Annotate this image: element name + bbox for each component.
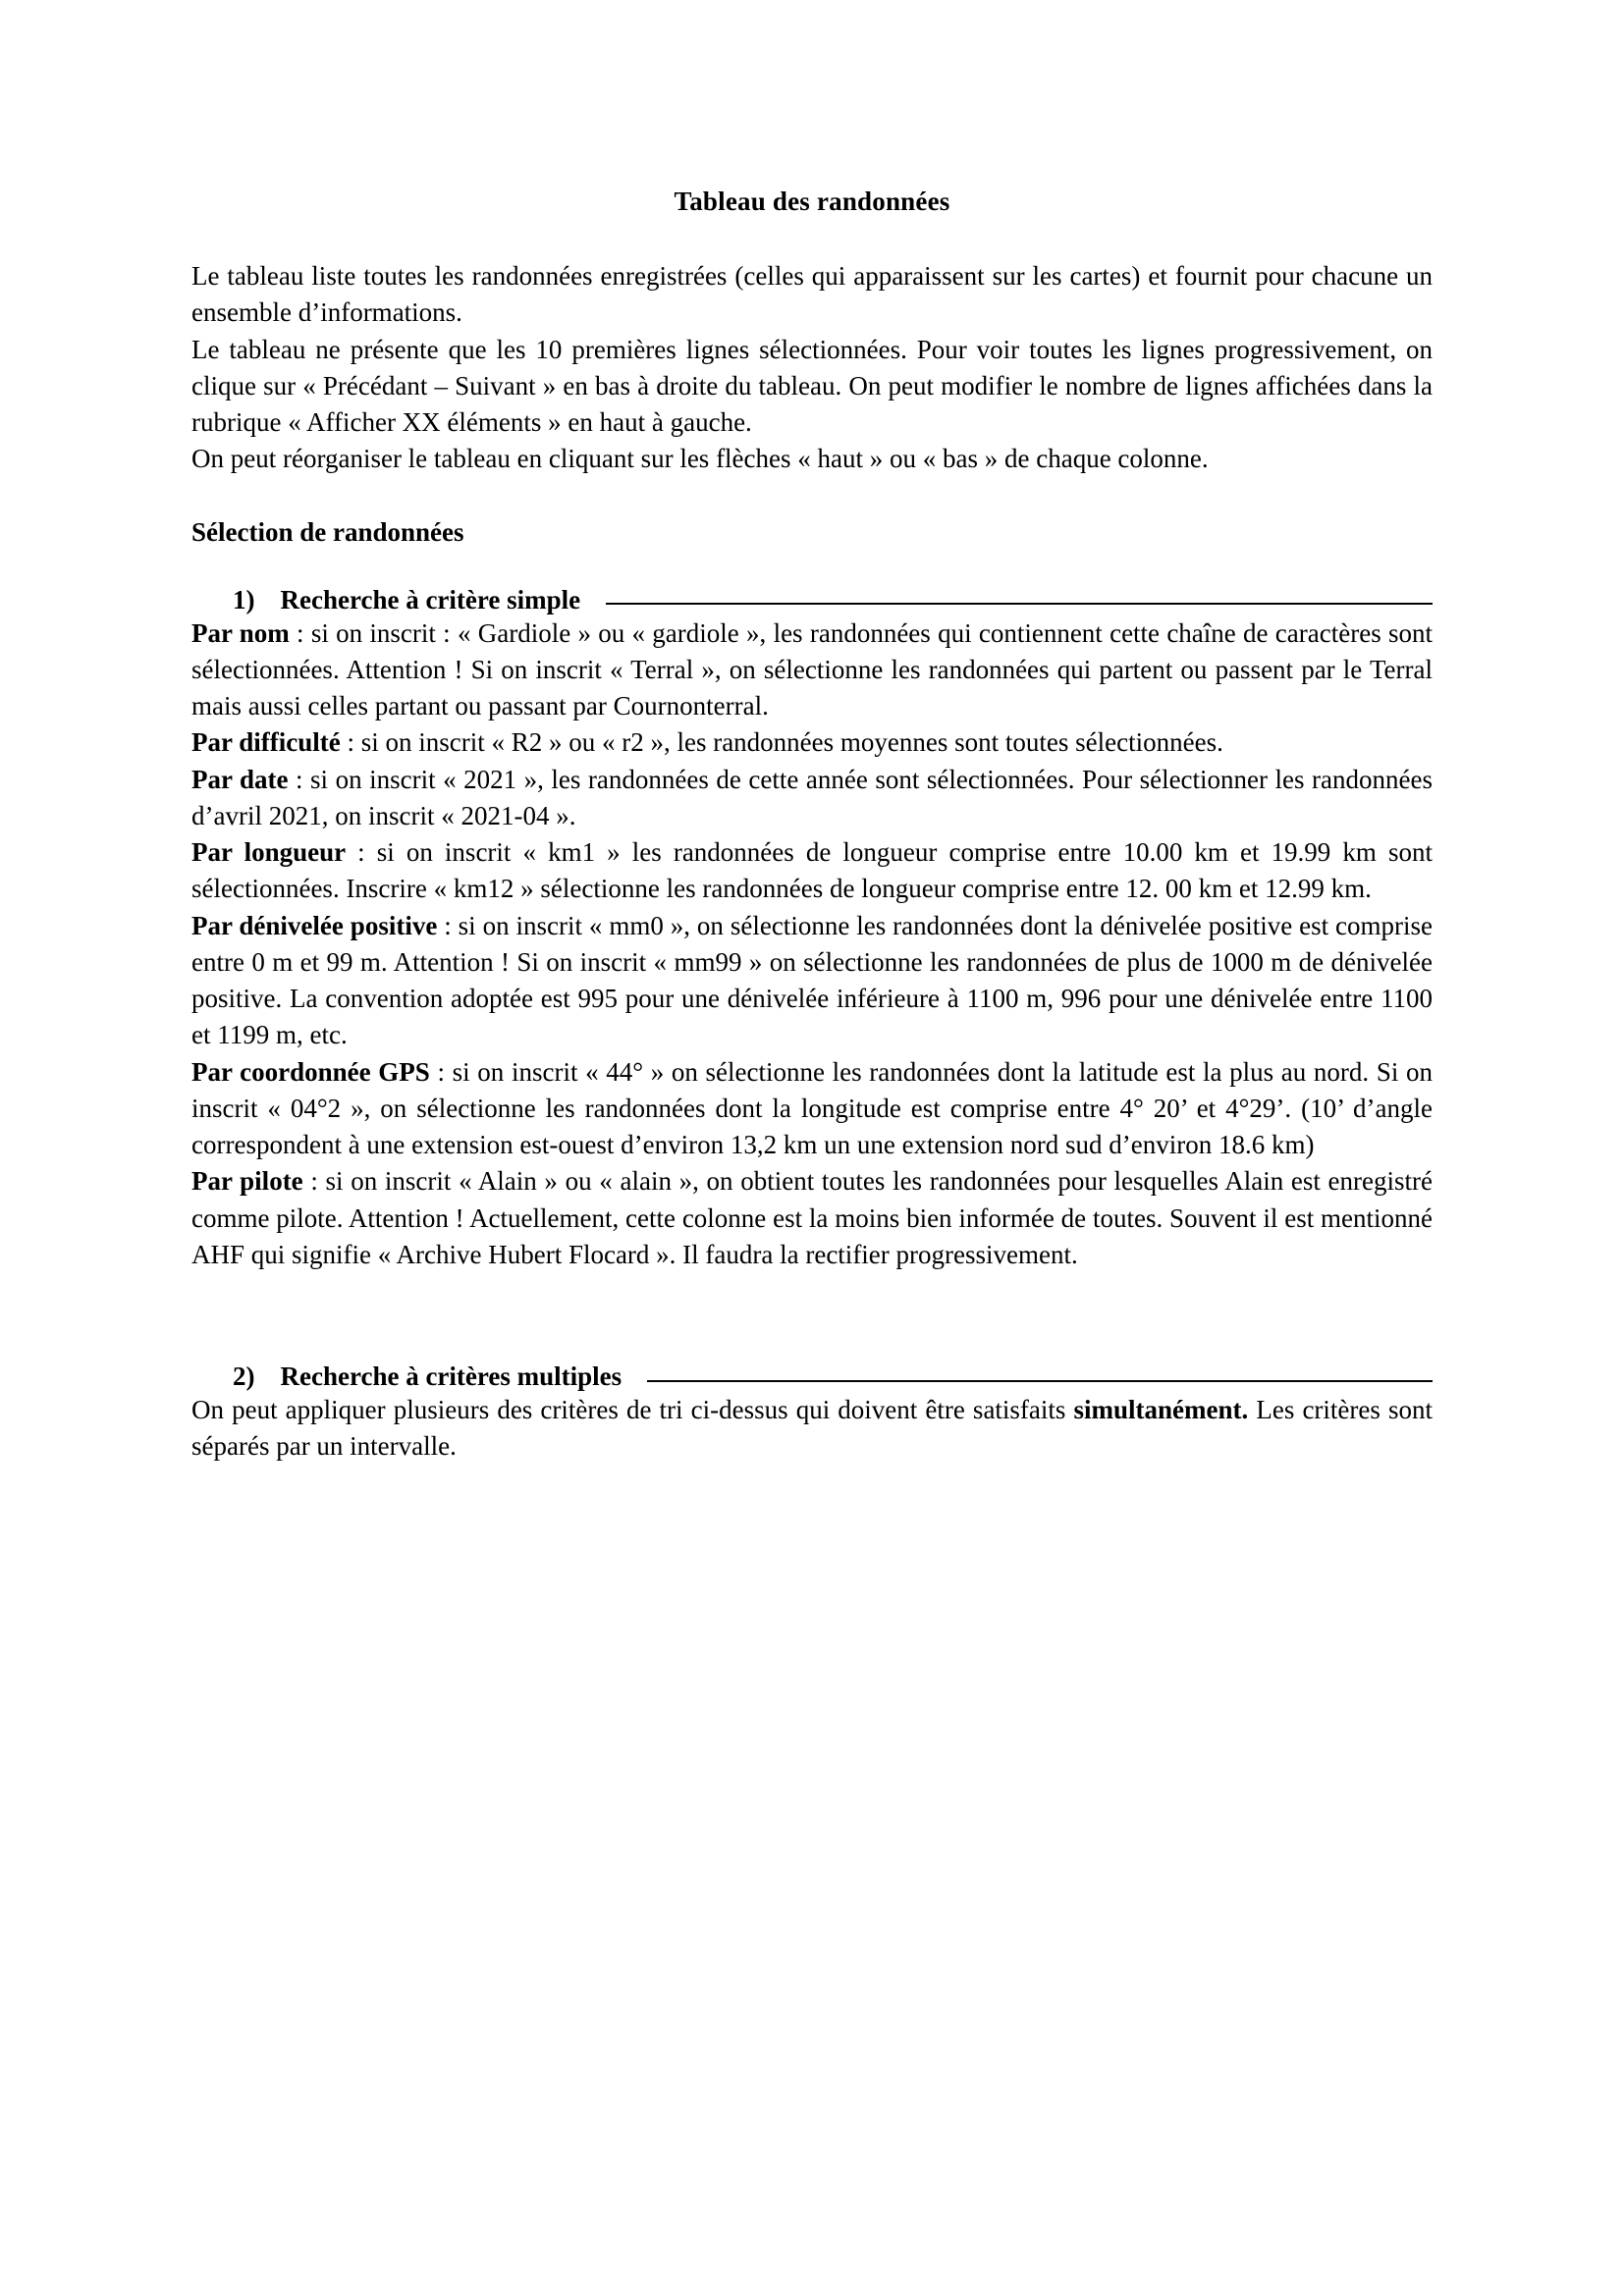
criterion-term: Par pilote (191, 1166, 303, 1197)
closing-paragraph (191, 1392, 1433, 1466)
criterion-text: : si on inscrit « Alain » ou « alain », on obtient toutes les randonnées pour lesquelles Alain est enregistré comme pilote. Attention ! Actuellement, cette colonne est la moins bien informée de toutes. Souvent il est mentionné AHF qui signifie « Archive Hubert Flocard ». Il faudra la rectifier progressivement. (191, 1166, 1433, 1269)
closing-bold: simultanément. (1073, 1395, 1249, 1424)
criterion-term: Par longueur (191, 837, 347, 867)
criterion-par-difficulte (191, 724, 1433, 761)
criterion-text: : si on inscrit « 2021 », les randonnées de cette année sont sélectionnées. Pour sélectionner les randonnées d’avril 2021, on inscrit « 2021-04 ». (191, 764, 1433, 830)
heading-rule (647, 1380, 1433, 1382)
criterion-term: Par nom (191, 617, 290, 648)
section-1-number: 1) (233, 584, 255, 614)
closing-prefix: On peut appliquer plusieurs des critères de tri ci-dessus qui doivent être satisfaits (191, 1395, 1074, 1424)
criterion-term: Par dénivelée positive (191, 910, 438, 940)
intro-paragraph-1: Le tableau liste toutes les randonnées enregistrées (celles qui apparaissent sur les cartes) et fournit pour chacune un ensemble d’informations. (191, 261, 1433, 328)
criterion-term: Par date (191, 764, 289, 794)
intro-paragraph-2: Le tableau ne présente que les 10 premières lignes sélectionnées. Pour voir toutes les lignes progressivement, on clique sur « Précédant – Suivant » en bas à droite du tableau. On peut modifier le nombre de lignes affichées dans la rubrique « Afficher XX éléments » en haut à gauche. (191, 334, 1433, 437)
heading-section-1 (191, 585, 1433, 615)
criterion-text: : si on inscrit : « Gardiole » ou « gardiole », les randonnées qui contiennent cette chaîne de caractères sont sélectionnées. Attention ! Si on inscrit « Terral », on sélectionne les randonnées qui partent ou passent par le Terral mais aussi celles partant ou passant par Cournonterral. (191, 617, 1433, 721)
section-spacer (191, 1273, 1433, 1324)
criterion-par-date (191, 762, 1433, 835)
criterion-text: : si on inscrit « km1 » les randonnées de longueur comprise entre 10.00 km et 19.99 km sont sélectionnées. Inscrire « km12 » sélectionne les randonnées de longueur comprise entre 12. 00 km et 12.99 km. (191, 837, 1433, 904)
intro-paragraph-3: On peut réorganiser le tableau en cliquant sur les flèches « haut » ou « bas » de chaque colonne. (191, 444, 1209, 474)
criterion-par-coordonnee-gps (191, 1054, 1433, 1164)
closing-suffix: Les critères sont séparés par un intervalle. (191, 1395, 1433, 1462)
page-title: Tableau des randonnées (674, 187, 950, 216)
section-label-selection: Sélection de randonnées (191, 516, 464, 547)
criterion-par-nom (191, 615, 1433, 725)
criterion-term: Par coordonnée GPS (191, 1056, 430, 1087)
criterion-text: : si on inscrit « R2 » ou « r2 », les randonnées moyennes sont toutes sélectionnées. (340, 727, 1223, 758)
heading-rule (606, 603, 1433, 605)
criterion-par-pilote (191, 1163, 1433, 1273)
criterion-text: : si on inscrit « 44° » on sélectionne les randonnées dont la latitude est la plus au nord. Si on inscrit « 04°2 », on sélectionne les randonnées dont la longitude est comprise entre 4° 20’ et 4°29’. (10’ d’angle correspondent à une extension est-ouest d’environ 13,2 km un une extension nord sud d’environ 18.6 km) (191, 1056, 1434, 1159)
section-2-heading-text: Recherche à critères multiples (280, 1362, 623, 1391)
criterion-par-denivelee-positive (191, 908, 1433, 1054)
heading-section-2 (191, 1362, 1433, 1392)
section-1-heading-text: Recherche à critère simple (280, 584, 581, 614)
section-2-number: 2) (233, 1362, 255, 1391)
criterion-term: Par difficulté (191, 727, 341, 758)
criterion-par-longueur (191, 834, 1433, 908)
criterion-text: : si on inscrit « mm0 », on sélectionne les randonnées dont la dénivelée positive est comprise entre 0 m et 99 m. Attention ! Si on inscrit « mm99 » on sélectionne les randonnées de plus de 1000 m de dénivelée positive. La convention adoptée est 995 pour une dénivelée inférieure à 1100 m, 996 pour une dénivelée entre 1100 et 1199 m, etc. (191, 910, 1433, 1050)
